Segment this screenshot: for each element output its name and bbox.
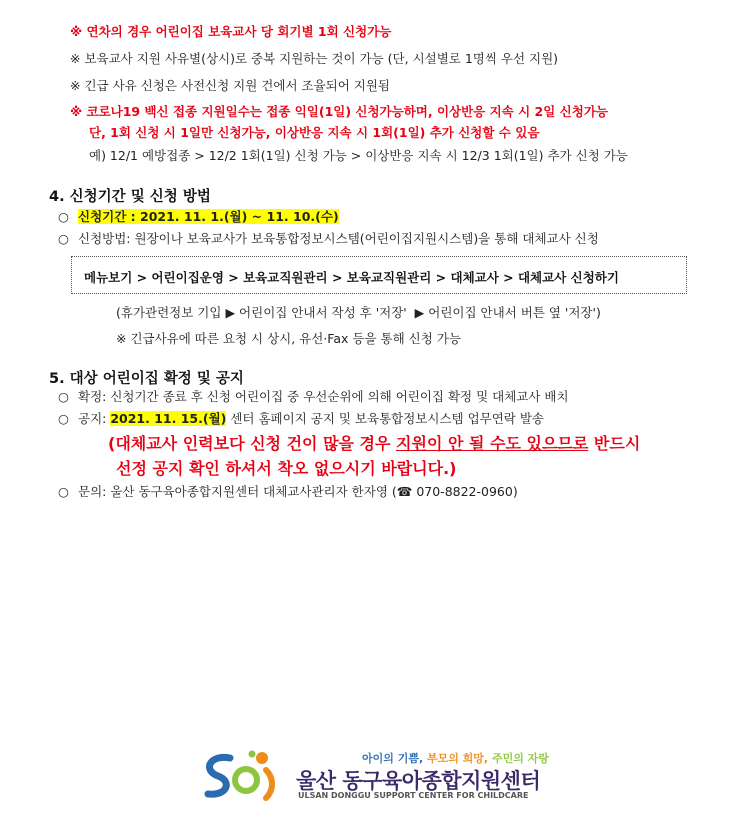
bullet-period: ○ (58, 209, 69, 224)
bullet-notice: ○ (58, 411, 69, 426)
confirm-text: 확정: 신청기간 종료 후 신청 어린이집 중 우선순위에 의해 어린이집 확정 및 대체교사 배치 (78, 389, 569, 404)
bullet-method: ○ (58, 231, 69, 246)
note-annual-leave: ※ 연차의 경우 어린이집 보육교사 당 회기별 1회 신청가능 (70, 24, 392, 39)
urgent-request-note: ※ 긴급사유에 따른 요청 시 상시, 유선·Fax 등을 통해 신청 가능 (116, 331, 461, 346)
apply-steps-c: 어린이집 안내서 버튼 옆 '저장') (428, 305, 601, 320)
contact-label: 문의: 울산 동구육아종합지원센터 대체교사관리자 한자영 ( (78, 484, 397, 499)
note-duplicate-support: ※ 보육교사 지원 사유별(상시)로 중복 지원하는 것이 가능 (단, 시설별로 1명씩 우선 지원) (70, 51, 559, 66)
notice-date: 2021. 11. 15.(월) (110, 411, 227, 426)
warning-line-1 (108, 431, 640, 454)
play-arrow-icon: ▶ (410, 305, 425, 320)
phone-icon: ☎ (396, 484, 413, 499)
section4-heading: 4. 신청기간 및 신청 방법 (49, 189, 211, 205)
contact-text (78, 484, 518, 500)
notice-text (78, 411, 544, 427)
center-logo (200, 748, 550, 804)
apply-steps-b: 어린이집 안내서 작성 후 '저장' (239, 305, 407, 320)
play-arrow-icon: ▶ (225, 305, 236, 320)
warning-1b: 지원이 안 될 수도 있으므로 (396, 434, 589, 453)
warning-1a: (대체교사 인력보다 신청 건이 많을 경우 (108, 434, 397, 453)
apply-steps (116, 305, 601, 321)
slogan-part-3: 주민의 자랑 (488, 752, 549, 765)
menu-path-box (71, 256, 687, 294)
apply-period (78, 209, 339, 225)
note-example: 예) 12/1 예방접종 > 12/2 1회(1일) 신청 가능 > 이상반응 지속 시 12/3 1회(1일) 추가 신청 가능 (89, 148, 628, 163)
bullet-confirm: ○ (58, 389, 69, 404)
warning-1c: 반드시 (588, 434, 641, 453)
logo-slogan (362, 750, 549, 766)
slogan-part-1: 아이의 기쁨, (362, 752, 424, 765)
menu-path: 메뉴보기 > 어린이집운영 > 보육교직원관리 > 보육교직원관리 > 대체교사 > 대체교사 신청하기 (84, 270, 619, 285)
bullet-contact: ○ (58, 484, 69, 499)
contact-phone: 070-8822-0960) (416, 484, 518, 499)
warning-line-2: 선정 공지 확인 하셔서 착오 없으시기 바랍니다.) (116, 459, 457, 478)
logo-center-name-en: ULSAN DONGGU SUPPORT CENTER FOR CHILDCARE (298, 791, 529, 800)
section5-heading: 5. 대상 어린이집 확정 및 공지 (49, 371, 244, 387)
logo-mark-icon (200, 748, 292, 804)
logo-center-name: 울산 동구육아종합지원센터 (296, 769, 541, 793)
note-covid-vaccine-cont: 단, 1회 신청 시 1일만 신청가능, 이상반응 지속 시 1회(1일) 추가 신청할 수 있음 (89, 125, 540, 140)
apply-method: 신청방법: 원장이나 보육교사가 보육통합정보시스템(어린이집지원시스템)을 통해 대체교사 신청 (78, 231, 599, 246)
notice-label: 공지: (78, 411, 111, 426)
slogan-part-2: 부모의 희망, (423, 752, 489, 765)
note-urgent-reason: ※ 긴급 사유 신청은 사전신청 지원 건에서 조율되어 지원됨 (70, 78, 390, 93)
note-covid-vaccine: ※ 코로나19 백신 접종 지원일수는 접종 익일(1일) 신청가능하며, 이상반응 지속 시 2일 신청가능 (70, 104, 608, 119)
apply-steps-a: (휴가관련정보 기입 (116, 305, 222, 320)
apply-period-text: 신청기간 : 2021. 11. 1.(월) ~ 11. 10.(수) (78, 209, 339, 224)
notice-rest: 센터 홈페이지 공지 및 보육통합정보시스템 업무연락 발송 (226, 411, 544, 426)
